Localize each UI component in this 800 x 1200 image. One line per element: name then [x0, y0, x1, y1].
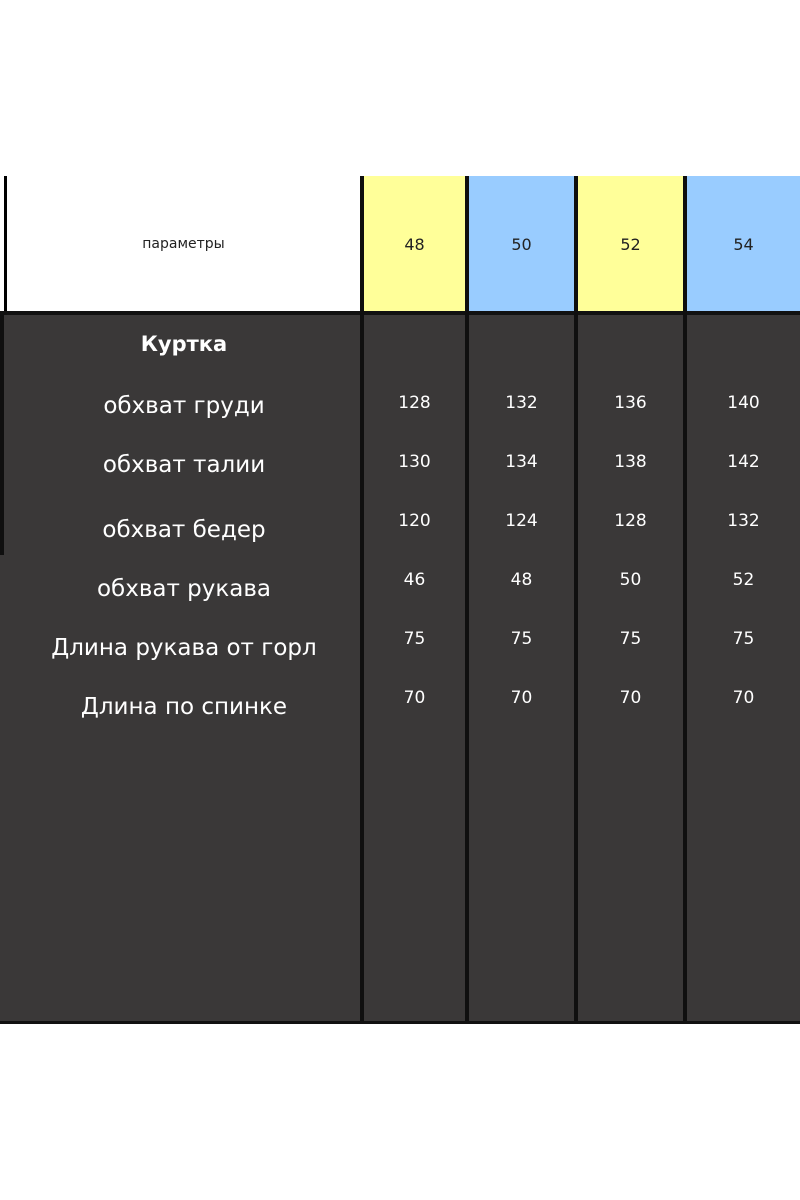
table-cell: 132 [727, 511, 760, 531]
row-label-waist: обхват талии [102, 452, 266, 478]
table-cell: 128 [398, 393, 431, 413]
table-cell: 46 [403, 570, 426, 590]
table-cell: 128 [614, 511, 647, 531]
column-divider [574, 176, 578, 1023]
table-cell: 50 [619, 570, 642, 590]
table-body [0, 315, 800, 1023]
row-label-sleeve-length: Длина рукава от горл [51, 635, 317, 661]
table-cell: 75 [403, 629, 426, 649]
table-cell: 124 [505, 511, 538, 531]
table-cell: 134 [505, 452, 538, 472]
table-cell: 75 [619, 629, 642, 649]
row-label-back-length: Длина по спинке [80, 694, 288, 720]
row-label-sleeve-girth: обхват рукава [96, 576, 272, 602]
header-divider [0, 311, 800, 315]
row-label-hips: обхват бедер [102, 517, 266, 543]
table-cell: 138 [614, 452, 647, 472]
row-label-chest: обхват груди [103, 393, 265, 419]
size-header-48: 48 [364, 176, 465, 312]
table-cell: 132 [505, 393, 538, 413]
table-cell: 140 [727, 393, 760, 413]
table-cell: 52 [732, 570, 755, 590]
section-title: Куртка [140, 332, 228, 356]
size-header-54: 54 [687, 176, 800, 312]
table-cell: 75 [510, 629, 533, 649]
table-cell: 130 [398, 452, 431, 472]
size-header-50: 50 [469, 176, 574, 312]
table-bottom-border [0, 1021, 800, 1024]
table-cell: 136 [614, 393, 647, 413]
table-cell: 120 [398, 511, 431, 531]
table-cell: 142 [727, 452, 760, 472]
column-divider [465, 176, 469, 1023]
column-divider [683, 176, 687, 1023]
table-cell: 70 [619, 688, 642, 708]
table-cell: 70 [403, 688, 426, 708]
size-header-52: 52 [578, 176, 683, 312]
table-cell: 48 [510, 570, 533, 590]
table-cell: 70 [732, 688, 755, 708]
table-cell: 75 [732, 629, 755, 649]
table-cell: 70 [510, 688, 533, 708]
header-parameters-label: параметры [4, 176, 360, 312]
